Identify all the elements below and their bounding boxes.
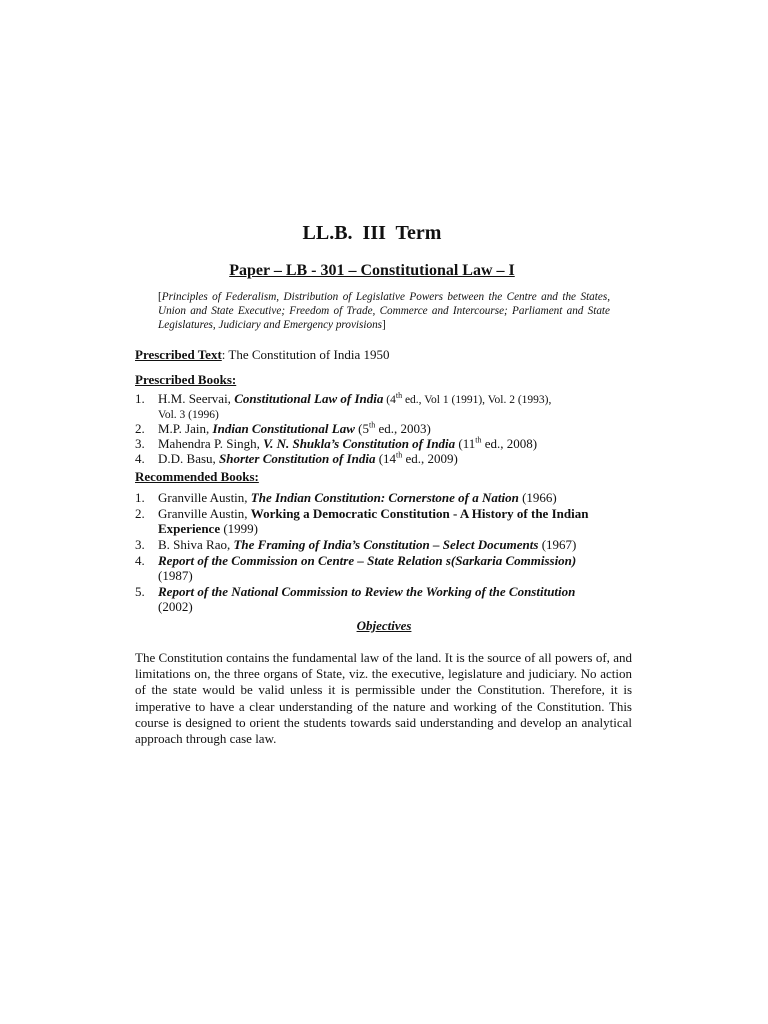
book-author: M.P. Jain,: [158, 421, 213, 436]
item-number: 2.: [135, 506, 145, 521]
book-title: Report of the Commission on Centre – State Relation s(Sarkaria Commission): [158, 553, 577, 568]
book-title: Report of the National Commission to Review the Working of the Constitution: [158, 584, 576, 599]
list-item: [135, 506, 635, 536]
item-number: 3.: [135, 537, 145, 552]
book-author: Mahendra P. Singh,: [158, 436, 264, 451]
item-number: 5.: [135, 584, 145, 599]
item-number: 3.: [135, 436, 145, 451]
book-title: Indian Constitutional Law: [212, 421, 355, 436]
course-title: LL.B. III Term: [302, 222, 442, 244]
prescribed-text: [135, 347, 389, 363]
item-number: 1.: [135, 490, 145, 505]
book-author: D.D. Basu,: [158, 451, 220, 466]
book-edition: (5th ed., 2003): [354, 420, 431, 436]
paper-scope: [158, 290, 610, 332]
objectives-heading: Objectives: [356, 618, 412, 633]
objectives-paragraph: The Constitution contains the fundamental law of the land. It is the source of all powers of, and limitations on, the three organs of State, viz. the executive, legislature and judiciary. No action of the state would be valid unless it is permissible under the Constitution. Therefore, it is imperative to have a clear understanding of the nature and working of the Constitution. This course is designed to orient the students towards said understanding and develop an analytical approach through case law.: [135, 650, 632, 747]
book-author: H.M. Seervai,: [158, 391, 235, 406]
item-number: 4.: [135, 553, 145, 568]
prescribed-text-label: Prescribed Text: [135, 347, 222, 362]
book-edition: (1967): [538, 537, 577, 552]
book-edition: (11th ed., 2008): [455, 435, 538, 451]
scope-open-bracket: [: [158, 291, 162, 303]
item-number: 2.: [135, 421, 145, 436]
scope-close-bracket: ]: [382, 319, 386, 331]
book-author: Granville Austin,: [158, 506, 251, 521]
list-item: [135, 537, 635, 552]
list-item: [135, 391, 635, 421]
recommended-books-heading: Recommended Books:: [135, 469, 259, 484]
book-title: The Indian Constitution: Cornerstone of a Nation: [250, 490, 519, 505]
list-item: [135, 584, 635, 614]
prescribed-books-list: [135, 391, 635, 466]
prescribed-text-value: The Constitution of India 1950: [228, 347, 390, 362]
book-edition: (1966): [518, 490, 557, 505]
list-item: [135, 490, 635, 505]
book-title: Constitutional Law of India: [234, 391, 384, 406]
book-title: The Framing of India’s Constitution – Select Documents: [233, 537, 539, 552]
list-item: [135, 436, 635, 451]
scope-text: Principles of Federalism, Distribution of Legislative Powers between the Centre and the States, Union and State Executive; Freedom of Trade, Commerce and Intercourse; Parliament and State Legislatures, Judiciary and Emergency provisions: [158, 291, 610, 331]
book-edition-continued: Vol. 3 (1996): [158, 409, 219, 421]
item-number: 4.: [135, 451, 145, 466]
recommended-books-list: [135, 490, 635, 615]
prescribed-text-separator: :: [221, 347, 226, 362]
book-title: V. N. Shukla’s Constitution of India: [263, 436, 456, 451]
paper-title: Paper – LB - 301 – Constitutional Law – I: [229, 262, 515, 279]
list-item: [135, 421, 635, 436]
book-title: Shorter Constitution of India: [219, 451, 376, 466]
book-author: Granville Austin,: [158, 490, 251, 505]
prescribed-books-heading: Prescribed Books:: [135, 372, 237, 387]
item-number: 1.: [135, 391, 145, 406]
book-title: Working a Democratic Constitution - A History of the Indian: [250, 506, 589, 521]
book-title-continued: Experience (1999): [158, 521, 259, 536]
book-author: B. Shiva Rao,: [158, 537, 234, 552]
book-edition: (2002): [158, 599, 193, 614]
book-edition: (14th ed., 2009): [375, 450, 458, 466]
book-edition: (1987): [158, 568, 193, 583]
list-item: [135, 451, 635, 466]
list-item: [135, 553, 635, 583]
book-edition: (4th ed., Vol 1 (1991), Vol. 2 (1993),: [383, 391, 552, 406]
